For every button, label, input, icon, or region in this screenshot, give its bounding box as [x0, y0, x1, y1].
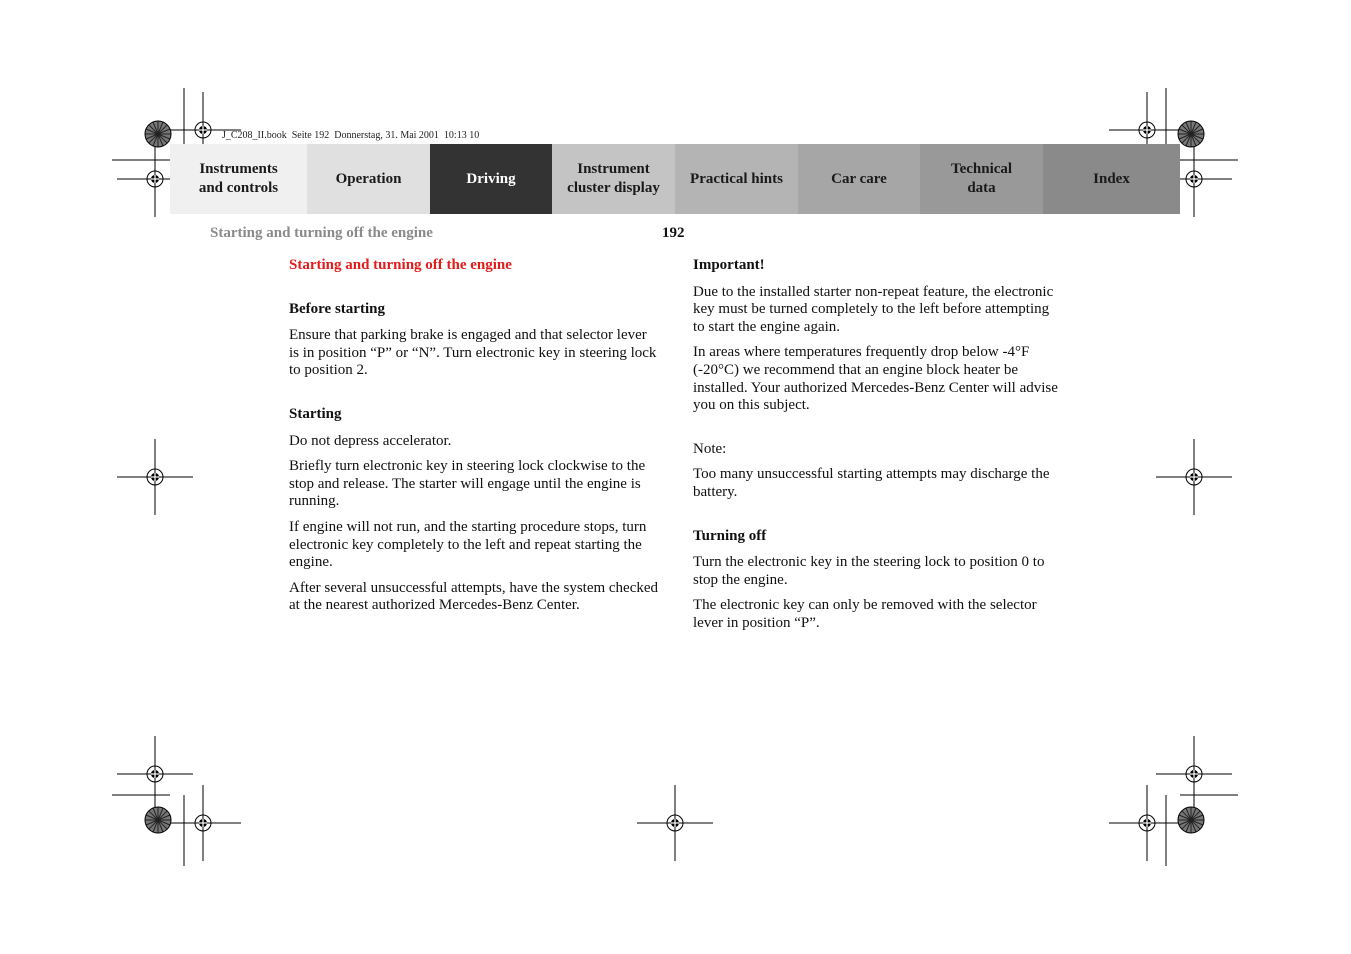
heading-before-starting: Before starting: [289, 300, 385, 317]
section-tabs: [170, 144, 1180, 214]
important-p1: Due to the installed starter non-repeat feature, the electronic key must be turned completely to the left before attempting to start the engine again.: [693, 283, 1054, 335]
tab-index[interactable]: Index: [1043, 144, 1180, 214]
before-starting-text: Ensure that parking brake is engaged and that selector lever is in position “P” or “N”. Turn electronic key in steering lock to position 2.: [289, 327, 657, 379]
starting-p2: Briefly turn electronic key in steering lock clockwise to the stop and release. The starter will engage until the engine is running.: [289, 458, 646, 510]
note-text: Too many unsuccessful starting attempts may discharge the battery.: [693, 466, 1050, 500]
heading-turning-off: Turning off: [693, 527, 767, 544]
tab-instrument-cluster-display[interactable]: Instrument cluster display: [552, 144, 675, 214]
section-title: Starting and turning off the engine: [289, 257, 512, 273]
left-column: [289, 257, 659, 623]
starting-p4: After several unsuccessful attempts, have the system checked at the nearest authorized Mercedes-Benz Center.: [289, 579, 659, 614]
heading-important: Important!: [693, 257, 765, 273]
right-column: [693, 257, 1063, 641]
running-head: Starting and turning off the engine: [210, 225, 433, 241]
tab-instruments-and-controls[interactable]: Instruments and controls: [170, 144, 307, 214]
tab-driving[interactable]: Driving: [430, 144, 552, 214]
note-label: Note:: [693, 440, 727, 457]
tab-car-care[interactable]: Car care: [798, 144, 920, 214]
tab-technical-data[interactable]: Technical data: [920, 144, 1043, 214]
heading-starting: Starting: [289, 405, 342, 422]
starting-p1: Do not depress accelerator.: [289, 432, 452, 449]
tab-practical-hints[interactable]: Practical hints: [675, 144, 798, 214]
page-number: 192: [662, 225, 685, 241]
print-info: J_C208_II.book Seite 192 Donnerstag, 31. Mai 2001 10:13 10: [222, 130, 480, 141]
starting-p3: If engine will not run, and the starting procedure stops, turn electronic key completely to the left and repeat starting the engine.: [289, 518, 647, 571]
turning-off-p1: Turn the electronic key in the steering lock to position 0 to stop the engine.: [693, 554, 1045, 588]
tab-operation[interactable]: Operation: [307, 144, 430, 214]
important-p2: In areas where temperatures frequently drop below -4°F (-20°C) we recommend that an engine block heater be installed. Your authorized Mercedes-Benz Center will advise you on this subject.: [693, 344, 1058, 414]
turning-off-p2: The electronic key can only be removed with the selector lever in position “P”.: [693, 597, 1037, 631]
